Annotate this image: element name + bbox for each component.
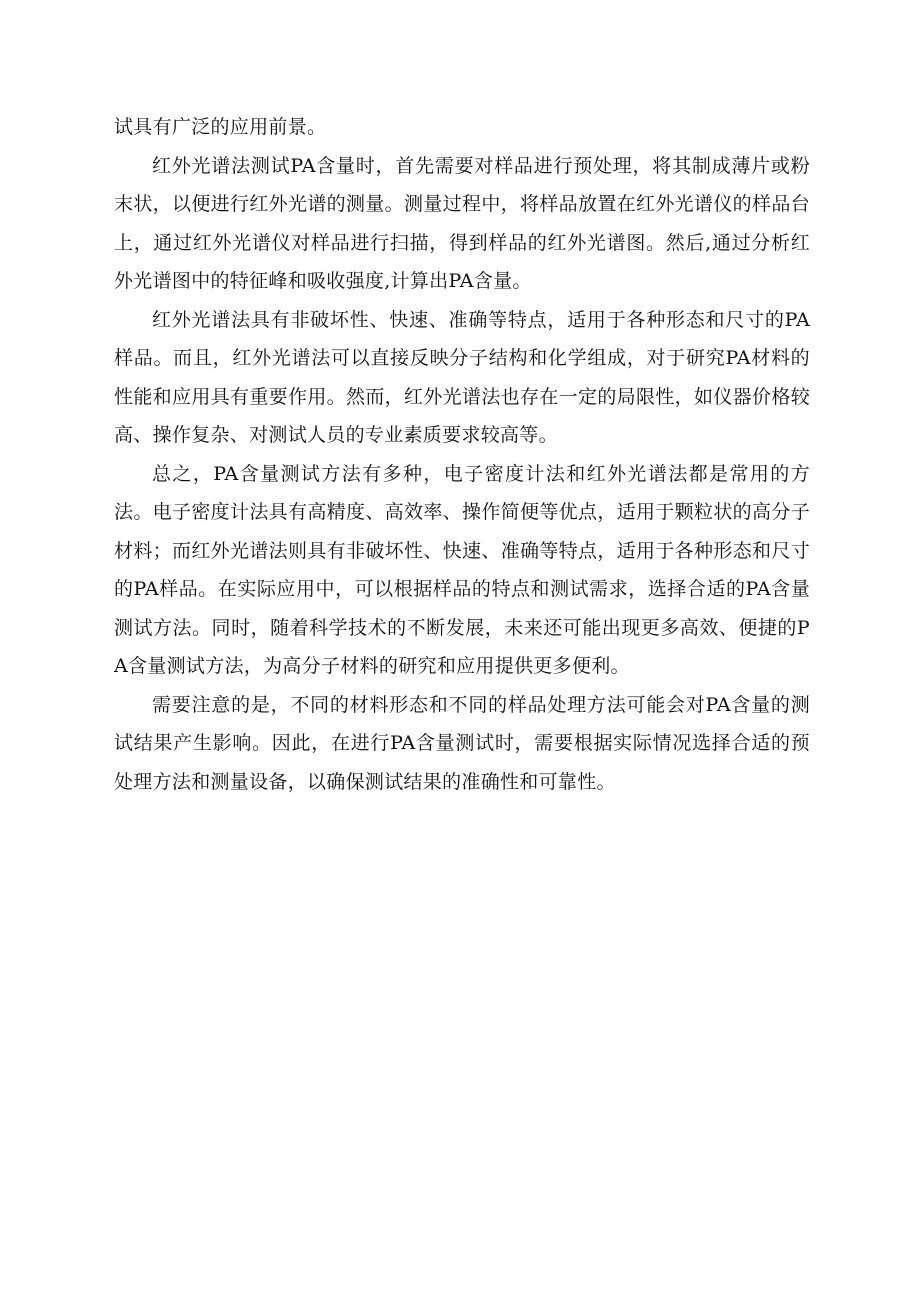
paragraph-infrared-procedure: 红外光谱法测试PA含量时，首先需要对样品进行预处理，将其制成薄片或粉末状，以便进行红外光谱的测量。测量过程中，将样品放置在红外光谱仪的样品台上，通过红外光谱仪对样品进行扫描，得到样品的红外光谱图。然后,通过分析红外光谱图中的特征峰和吸收强度,计算出PA含量。 — [114, 154, 810, 292]
paragraph-infrared-features: 红外光谱法具有非破坏性、快速、准确等特点，适用于各种形态和尺寸的PA样品。而且，红外光谱法可以直接反映分子结构和化学组成，对于研究PA材料的性能和应用具有重要作用。然而，红外光谱法也存在一定的局限性，如仪器价格较高、操作复杂、对测试人员的专业素质要求较高等。 — [114, 308, 810, 446]
paragraph-note: 需要注意的是，不同的材料形态和不同的样品处理方法可能会对PA含量的测试结果产生影响。因此，在进行PA含量测试时，需要根据实际情况选择合适的预处理方法和测量设备，以确保测试结果的准确性和可靠性。 — [114, 693, 810, 793]
paragraph-summary: 总之，PA含量测试方法有多种，电子密度计法和红外光谱法都是常用的方法。电子密度计法具有高精度、高效率、操作简便等优点，适用于颗粒状的高分子材料；而红外光谱法则具有非破坏性、快速、准确等特点，适用于各种形态和尺寸的PA样品。在实际应用中，可以根据样品的特点和测试需求，选择合适的PA含量测试方法。同时，随着科学技术的不断发展，未来还可能出现更多高效、便捷的PA含量测试方法，为高分子材料的研究和应用提供更多便利。 — [114, 462, 810, 677]
document-body — [114, 108, 810, 801]
paragraph-continuation: 试具有广泛的应用前景。 — [114, 116, 327, 138]
